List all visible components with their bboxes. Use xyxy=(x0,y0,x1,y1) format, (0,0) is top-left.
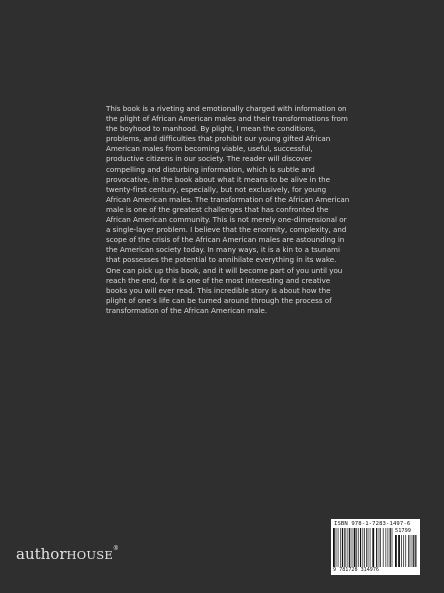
barcode-bar xyxy=(372,528,374,567)
isbn-number: ISBN 978-1-7283-1497-6 xyxy=(334,521,411,527)
addon-digits: 51799 xyxy=(395,528,411,534)
ean-digits: 9 781728 314976 xyxy=(333,567,380,573)
book-description: This book is a riveting and emotionally charged with information on the plight of African American males and their transformations from the boyhood to manhood. By plight, I mean the conditions, problems, and difficulties that prohibit our young gifted African American males from becoming viable, useful, successful, productive citizens in our society. The reader will discover compelling and disturbing information, which is subtle and provocative, in the book about what it means to be alive in the twenty-first century, especially, but not exclusively, for young African American males. The transformation of the African American male is one of the greatest challenges that has confronted the African American community. This is not merely one-dimensional or a single-layer problem. I believe that the enormity, complexity, and scope of the crisis of the African American males are astounding in the American society today. In many ways, it is a kin to a tsunami that possesses the potential to annihilate everything in its wake. One can pick up this book, and it will become part of you until you reach the end, for it is one of the most interesting and creative books you will ever read. This incredible story is about how the plight of one’s life can be turned around through the process of transformation of the African American male. xyxy=(106,104,350,315)
barcode-bar xyxy=(340,528,341,567)
barcode-bar xyxy=(370,528,371,567)
barcode-bar xyxy=(392,528,393,567)
barcode-bar xyxy=(413,535,414,567)
barcode-bar xyxy=(360,528,361,567)
publisher-name-upper: HOUSE xyxy=(66,548,113,562)
isbn-barcode xyxy=(331,519,420,575)
barcode-bar xyxy=(388,528,389,567)
barcode-bar xyxy=(333,528,335,567)
barcode-bar xyxy=(352,528,353,567)
barcode-bar xyxy=(358,528,359,567)
barcode-bar xyxy=(338,528,339,567)
barcode-bar xyxy=(344,528,345,567)
barcode-bar xyxy=(410,535,411,567)
barcode-bar xyxy=(415,535,416,567)
barcode-bar xyxy=(403,535,404,567)
barcode-bar xyxy=(376,528,377,567)
barcode-bar xyxy=(412,535,413,567)
publisher-logo xyxy=(16,545,119,563)
barcode-bar xyxy=(390,528,391,567)
barcode-bar xyxy=(342,528,343,567)
barcode-bar xyxy=(379,528,380,567)
barcode-bar xyxy=(336,528,337,567)
barcode-bar xyxy=(354,528,356,567)
registered-mark: ® xyxy=(112,545,119,552)
barcode-bar xyxy=(349,528,350,567)
barcode-bar xyxy=(356,528,357,567)
barcode-bar xyxy=(346,528,347,567)
barcode-bars xyxy=(333,528,393,567)
barcode-bar xyxy=(395,535,397,567)
barcode-bar xyxy=(408,535,409,567)
barcode-bar xyxy=(368,528,369,567)
barcode-bar xyxy=(401,535,402,567)
publisher-name-lower: author xyxy=(16,545,67,563)
barcode-bar xyxy=(386,528,387,567)
barcode-bar xyxy=(364,528,365,567)
barcode-bar xyxy=(363,528,364,567)
barcode-bar xyxy=(383,528,384,567)
barcode-bar xyxy=(405,535,406,567)
barcode-bar xyxy=(366,528,367,567)
addon-barcode-bars xyxy=(395,535,417,567)
barcode-bar xyxy=(348,528,349,567)
barcode-bar xyxy=(398,535,400,567)
barcode-bar xyxy=(380,528,381,567)
